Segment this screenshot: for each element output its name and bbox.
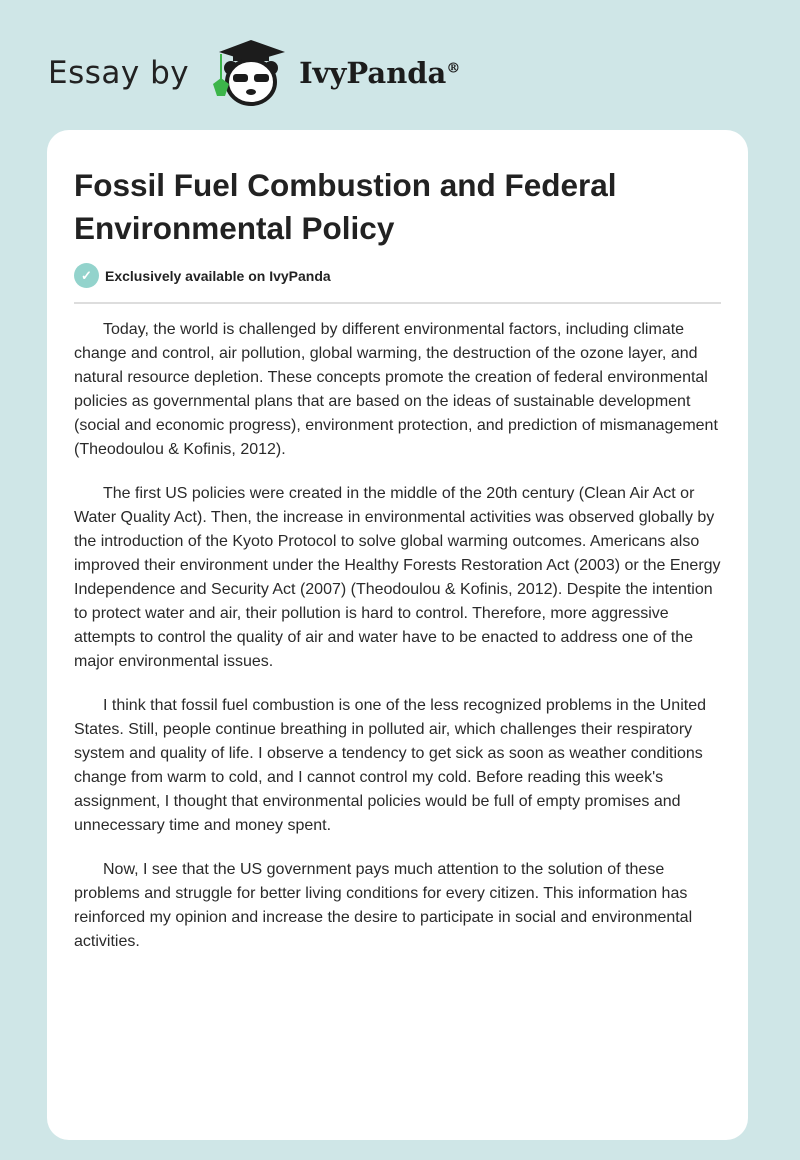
- registered-mark: ®: [446, 60, 461, 77]
- exclusive-badge-text: Exclusively available on IvyPanda: [105, 267, 331, 284]
- paragraph: The first US policies were created in the middle of the 20th century (Clean Air Act or Water Quality Act). Then, the increase in environmental activities was observed globally by the introduction of the Kyoto Protocol to solve global warming outcomes. Americans also improved their environment under the Healthy Forests Restoration Act (2003) or the Energy Independence and Security Act (2007) (Theodoulou & Kofinis, 2012). Despite the intention to protect water and air, their pollution is hard to control. Therefore, more aggressive attempts to control the quality of air and water have to be enacted to address one of the major environmental issues.: [74, 485, 721, 670]
- divider: [74, 302, 721, 304]
- essay-body: [74, 318, 724, 974]
- brand-name: [299, 56, 460, 90]
- exclusive-badge: [74, 263, 331, 288]
- paragraph: Today, the world is challenged by different environmental factors, including climate change and control, air pollution, global warming, the destruction of the ozone layer, and natural resource depletion. These concepts promote the creation of federal environmental policies as governmental plans that are based on the ideas of sustainable development (social and economic progress), environment protection, and prediction of mismanagement (Theodoulou & Kofinis, 2012).: [74, 321, 718, 458]
- paragraph: I think that fossil fuel combustion is one of the less recognized problems in the United States. Still, people continue breathing in polluted air, which challenges their respiratory system and quality of life. I observe a tendency to get sick as soon as weather conditions change from warm to cold, and I cannot control my cold. Before reading this week's assignment, I thought that environmental policies would be full of empty promises and unnecessary time and money spent.: [74, 697, 706, 834]
- check-icon: ✓: [74, 263, 99, 288]
- essay-title: Fossil Fuel Combustion and Federal Environmental Policy: [74, 167, 617, 246]
- site-header: [48, 38, 460, 108]
- ivypanda-logo-icon[interactable]: [209, 38, 295, 108]
- essay-by-label: Essay by: [48, 55, 190, 91]
- paragraph: Now, I see that the US government pays much attention to the solution of these problems and struggle for better living conditions for every citizen. This information has reinforced my opinion and increase the desire to participate in social and environmental activities.: [74, 861, 693, 950]
- brand-text: IvyPanda: [299, 56, 447, 90]
- essay-card: [47, 130, 748, 1140]
